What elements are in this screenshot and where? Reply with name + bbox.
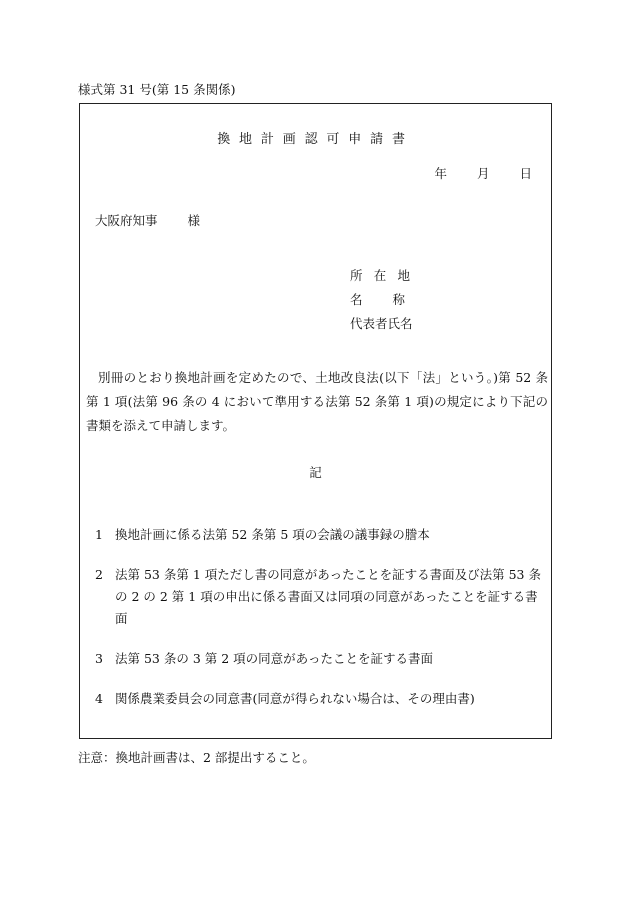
date-day-label: 日 (519, 166, 532, 181)
application-body-text: 別冊のとおり換地計画を定めたので、土地改良法(以下「法」という。)第 52 条第 1 項(法第 96 条の 4 において準用する法第 52 条第 1 項)の規定により下記の書類を添えて申請します。 (86, 370, 548, 433)
list-item-text: 法第 53 条第 1 項ただし書の同意があったことを証する書面及び法第 53 条の 2 の 2 第 1 項の申出に係る書面又は同項の同意があったことを証する書面 (115, 567, 541, 626)
list-item (95, 688, 545, 710)
date-month-label: 月 (476, 166, 490, 181)
applicant-address-label: 所在地 (350, 268, 422, 283)
list-item (95, 524, 545, 546)
list-item-number: 1 (95, 527, 103, 542)
addressee-honorific: 様 (187, 213, 201, 228)
date-line (434, 164, 532, 182)
date-year-label: 年 (434, 166, 447, 181)
attachment-list (95, 524, 545, 728)
applicant-representative-label: 代表者氏名 (350, 316, 413, 331)
list-item (95, 648, 545, 670)
document-title: 換地計画認可申請書 (217, 132, 414, 147)
ki-heading: 記 (309, 465, 322, 480)
addressee-name: 大阪府知事 (95, 213, 158, 228)
list-item-text: 換地計画に係る法第 52 条第 5 項の会議の議事録の謄本 (115, 527, 430, 542)
list-item-number: 2 (95, 567, 103, 582)
addressee (95, 211, 200, 229)
list-item-number: 4 (95, 691, 103, 706)
list-item-number: 3 (95, 651, 103, 666)
list-item (95, 564, 545, 630)
applicant-name-label: 名称 (350, 292, 436, 307)
footnote: 注意：換地計画書は、2 部提出すること。 (78, 750, 315, 765)
form-number: 様式第 31 号(第 15 条関係) (78, 82, 236, 97)
applicant-block (350, 264, 435, 336)
list-item-text: 関係農業委員会の同意書(同意が得られない場合は、その理由書) (115, 691, 475, 706)
list-item-text: 法第 53 条の 3 第 2 項の同意があったことを証する書面 (115, 651, 434, 666)
